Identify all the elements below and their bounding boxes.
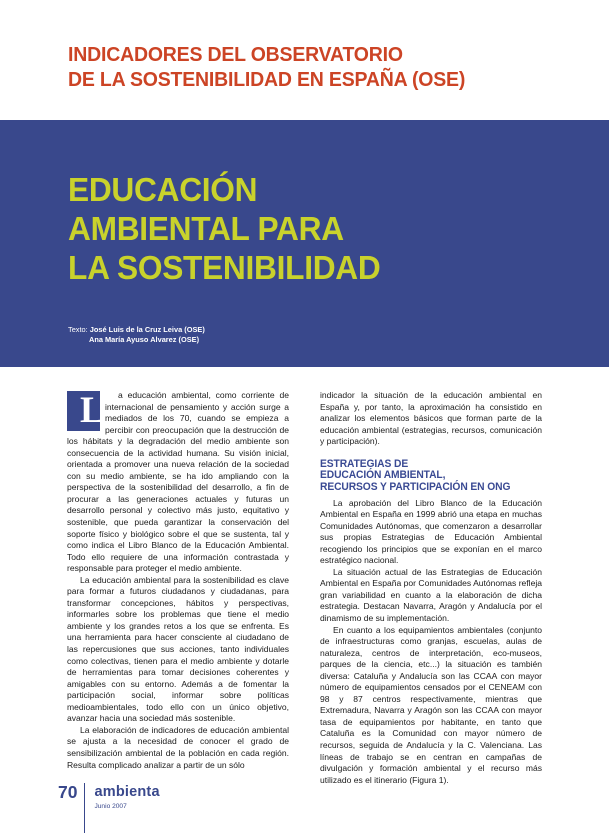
article-title bbox=[68, 170, 380, 287]
section-heading-line-2: EDUCACIÓN AMBIENTAL, bbox=[320, 469, 446, 482]
paragraph-left-1 bbox=[67, 390, 289, 575]
section-heading-line-3: RECURSOS Y PARTICIPACIÓN EN ONG bbox=[320, 480, 511, 493]
drop-cap: L bbox=[67, 391, 100, 431]
article-title-line-2: AMBIENTAL PARA bbox=[68, 210, 344, 247]
running-head-line-1: INDICADORES DEL OBSERVATORIO bbox=[68, 43, 403, 66]
paragraph-right-2: La aprobación del Libro Blanco de la Educación Ambiental en España en 1999 abrió una etapa en muchas Comunidades Autónomas, que comenzaron a desarrollar sus propias Estrategias de Educación Ambiental recogiendo los principios que se exponían en el marco estratégico nacional. bbox=[320, 497, 542, 566]
running-head-line-2: DE LA SOSTENIBILIDAD EN ESPAÑA (OSE) bbox=[68, 68, 466, 91]
credits-label: Texto: bbox=[68, 325, 88, 334]
section-heading bbox=[320, 459, 535, 494]
running-head bbox=[68, 42, 562, 92]
credit-row-2 bbox=[68, 335, 205, 345]
credit-row-1 bbox=[68, 325, 205, 335]
paragraph-left-3: La elaboración de indicadores de educación ambiental se ajusta a la necesidad de conocer el grado de sensibilización ambiental de la población en cada región. Resulta complicado analizar a partir de un sólo bbox=[67, 724, 289, 770]
article-title-line-1: EDUCACIÓN bbox=[68, 171, 258, 208]
footer-divider bbox=[84, 783, 85, 833]
author-name-2: Ana María Ayuso Alvarez (OSE) bbox=[89, 335, 200, 344]
author-credits bbox=[68, 325, 205, 345]
issue-date: Junio 2007 bbox=[94, 803, 127, 810]
hero-banner bbox=[0, 120, 609, 367]
paragraph-right-4: En cuanto a los equipamientos ambientales (conjunto de infraestructuras como granjas, escuelas, aulas de naturaleza, centros de interpretación, eco-museos, parques de la ciencia, etc...) la situación es también diversa: Cataluña y Andalucía son las CCAA con mayor número de equipamientos censados por el CENEAM con 98 y 87 centros respectivamente, mientras que Extremadura, Navarra y Aragón son las CCAA con mayor tasa de equipamientos por habitante, en tanto que Cataluña es la Comunidad con mayor número de recursos, seguida de Andalucía y la C. Valenciana. Las líneas de trabajo se en centran en campañas de divulgación y formación ambiental y el recurso más utilizado es el itinerario (Figura 1). bbox=[320, 624, 542, 785]
paragraph-left-1-text: a educación ambiental, como corriente de internacional de pensamiento y acción surge a mediados de los 70, cuando se empieza a percibir con preocupación que la destrucción de los hábitats y la degradación del medio ambiente son consecuencia de la actividad humana. Su visión inicial, orientada a promover una nueva relación de la sociedad con su medio ambiente, se ha ido ampliando con la perspectiva de la sostenibilidad del desarrollo, a fin de procurar a las generaciones actuales y futuras un desarrollo personal y colectivo más justo, equitativo y sostenible, que pueda garantizar la conservación del soporte físico y biológico sobre el que se sustenta, tal y como indica el Libro Blanco de la Educación Ambiental. Todo ello requiere de una información contrastada y responsable para proteger el medio ambiente. bbox=[67, 390, 289, 574]
paragraph-right-3: La situación actual de las Estrategias de Educación Ambiental en España por Comunidades Autónomas refleja gran variabilidad en cuanto a la elaboración de dicha estrategia. Destacan Navarra, Aragón y Andalucía por el dinamismo de su implementación. bbox=[320, 566, 542, 623]
author-name-1: José Luis de la Cruz Leiva (OSE) bbox=[89, 325, 205, 334]
paragraph-left-2: La educación ambiental para la sostenibilidad es clave para formar a futuros ciudadanos y ciudadanas, para transformar concepciones, hábitos y perspectivas, informarles sobre los problemas que tiene el medio ambiente y los grandes retos a los que se enfrenta. Es una herramienta para hacer consciente al ciudadano de las repercusiones que sus acciones, tanto individuales como colectivas, tienen para el medio ambiente y dotarle de herramientas para tomar decisiones coherentes y amigables con su entorno. Además a de fomentar la participación social, informar sobre políticas medioambientales, todo ello con un único objetivo, avanzar hacia una sociedad más sostenible. bbox=[67, 574, 289, 724]
magazine-name: ambienta bbox=[94, 784, 160, 800]
paragraph-right-1: indicador la situación de la educación ambiental en España y, por tanto, la aproximación ha consistido en analizar los elementos básicos que forman parte de la educación ambiental (estrategias, recursos, comunicación y participación). bbox=[320, 390, 542, 447]
column-right bbox=[320, 390, 542, 786]
page-footer bbox=[58, 783, 160, 819]
masthead bbox=[94, 783, 159, 811]
column-left bbox=[67, 390, 289, 771]
page-number: 70 bbox=[58, 782, 78, 802]
article-title-line-3: LA SOSTENIBILIDAD bbox=[68, 249, 381, 286]
section-heading-line-1: ESTRATEGIAS DE bbox=[320, 457, 409, 470]
